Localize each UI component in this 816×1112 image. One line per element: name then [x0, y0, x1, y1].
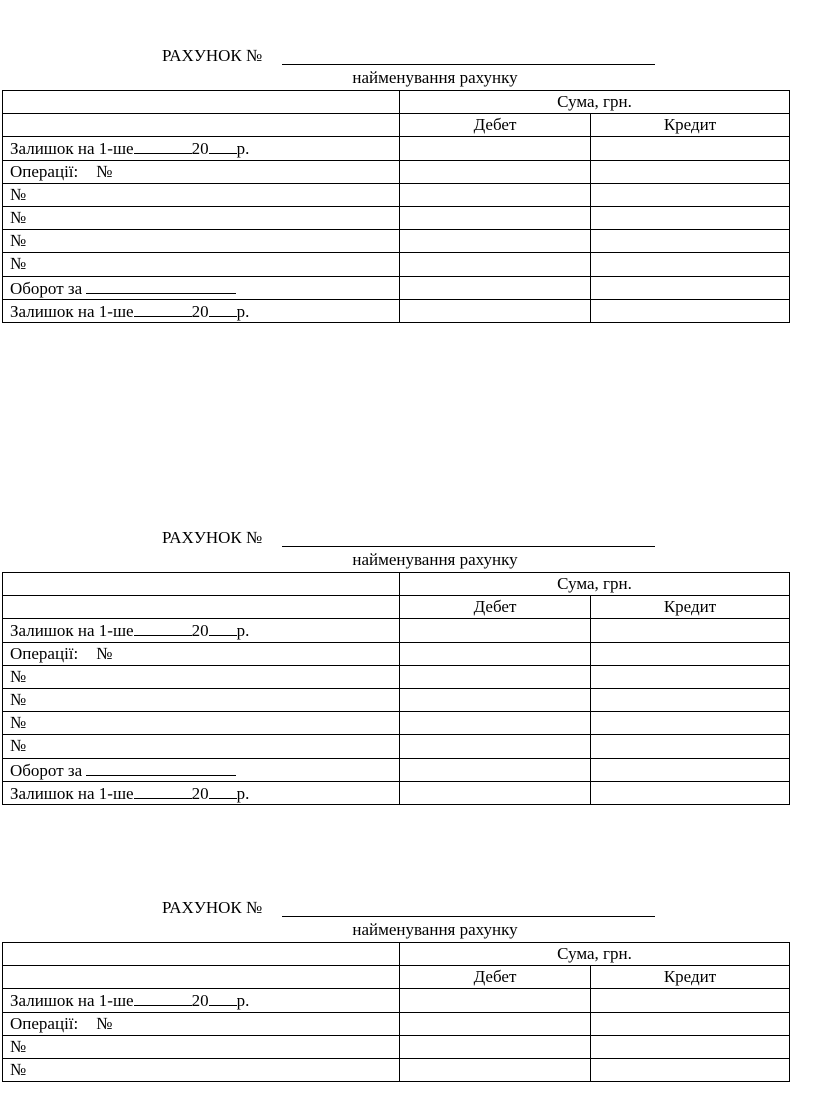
operation-number: №: [3, 1035, 400, 1058]
operations-cell: [3, 642, 400, 665]
credit-cell: [591, 665, 790, 688]
day-blank: [134, 137, 192, 154]
operation-number: №: [3, 735, 400, 758]
operation-number: №: [3, 183, 400, 206]
debit-cell: [400, 276, 591, 299]
table-row: [3, 758, 790, 781]
opening-balance-cell: [3, 137, 400, 160]
day-blank: [134, 782, 192, 799]
account-number-line: [282, 916, 655, 917]
debit-cell: [400, 230, 591, 253]
account-subtitle: найменування рахунку: [352, 920, 518, 939]
table-row: [3, 276, 790, 299]
account-title: РАХУНОК №: [162, 46, 263, 65]
credit-cell: [591, 712, 790, 735]
credit-cell: [591, 160, 790, 183]
year-prefix: 20: [191, 139, 209, 159]
operation-number: №: [3, 253, 400, 276]
table-row: [3, 619, 790, 642]
table-row: [3, 943, 790, 966]
debit-cell: [400, 160, 591, 183]
year-prefix: 20: [191, 621, 209, 641]
year-suffix: р.: [236, 991, 250, 1011]
debit-cell: [400, 688, 591, 711]
debit-cell: [400, 989, 591, 1012]
credit-header: Кредит: [591, 966, 790, 989]
operation-number: №: [3, 688, 400, 711]
operation-number: №: [3, 206, 400, 229]
opening-balance-label: Залишок на 1-ше: [10, 139, 134, 159]
credit-cell: [591, 1035, 790, 1058]
debit-cell: [400, 206, 591, 229]
credit-cell: [591, 299, 790, 322]
credit-cell: [591, 276, 790, 299]
year-blank: [209, 782, 237, 799]
debit-cell: [400, 712, 591, 735]
account-subtitle: найменування рахунку: [352, 550, 518, 569]
debit-cell: [400, 619, 591, 642]
credit-cell: [591, 642, 790, 665]
operations-label: Операції:: [10, 161, 79, 181]
table-row: [3, 253, 790, 276]
debit-cell: [400, 642, 591, 665]
year-suffix: р.: [236, 139, 250, 159]
year-blank: [209, 137, 237, 154]
ledger-table: [2, 942, 790, 1082]
debit-header: Дебет: [400, 114, 591, 137]
table-row: [3, 1035, 790, 1058]
table-row: [3, 642, 790, 665]
account-number-line: [282, 64, 655, 65]
empty-cell: [3, 91, 400, 114]
day-blank: [134, 619, 192, 636]
credit-cell: [591, 206, 790, 229]
table-row: [3, 1058, 790, 1081]
table-row: [3, 781, 790, 804]
opening-balance-cell: [3, 619, 400, 642]
table-row: [3, 665, 790, 688]
period-blank: [86, 277, 236, 294]
operation-number: №: [3, 712, 400, 735]
table-row: [3, 989, 790, 1012]
year-blank: [209, 989, 237, 1006]
credit-cell: [591, 735, 790, 758]
closing-balance-cell: [3, 299, 400, 322]
operations-label: Операції:: [10, 1013, 79, 1033]
debit-cell: [400, 299, 591, 322]
table-row: [3, 966, 790, 989]
day-blank: [134, 300, 192, 317]
closing-balance-label: Залишок на 1-ше: [10, 783, 134, 803]
turnover-label: Оборот за: [10, 760, 83, 780]
year-blank: [209, 619, 237, 636]
operations-cell: [3, 160, 400, 183]
year-suffix: р.: [236, 301, 250, 321]
debit-cell: [400, 1035, 591, 1058]
empty-cell: [3, 114, 400, 137]
credit-cell: [591, 989, 790, 1012]
debit-cell: [400, 758, 591, 781]
table-row: [3, 137, 790, 160]
debit-header: Дебет: [400, 966, 591, 989]
year-prefix: 20: [191, 783, 209, 803]
debit-cell: [400, 781, 591, 804]
debit-header: Дебет: [400, 596, 591, 619]
operations-cell: [3, 1012, 400, 1035]
turnover-cell: [3, 758, 400, 781]
operation-number: №: [96, 1013, 113, 1033]
turnover-cell: [3, 276, 400, 299]
closing-balance-cell: [3, 781, 400, 804]
credit-cell: [591, 253, 790, 276]
credit-header: Кредит: [591, 114, 790, 137]
account-title: РАХУНОК №: [162, 898, 263, 917]
account-number-line: [282, 546, 655, 547]
account-title: РАХУНОК №: [162, 528, 263, 547]
credit-cell: [591, 781, 790, 804]
table-row: [3, 114, 790, 137]
credit-cell: [591, 619, 790, 642]
day-blank: [134, 989, 192, 1006]
period-blank: [86, 759, 236, 776]
operation-number: №: [3, 230, 400, 253]
operation-number: №: [3, 1058, 400, 1081]
table-row: [3, 230, 790, 253]
table-row: [3, 160, 790, 183]
credit-cell: [591, 1012, 790, 1035]
operation-number: №: [96, 161, 113, 181]
year-suffix: р.: [236, 621, 250, 641]
sum-header: Сума, грн.: [400, 943, 790, 966]
table-row: [3, 183, 790, 206]
sum-header: Сума, грн.: [400, 91, 790, 114]
debit-cell: [400, 665, 591, 688]
empty-cell: [3, 943, 400, 966]
empty-cell: [3, 596, 400, 619]
credit-cell: [591, 183, 790, 206]
credit-header: Кредит: [591, 596, 790, 619]
credit-cell: [591, 137, 790, 160]
table-row: [3, 299, 790, 322]
operations-label: Операції:: [10, 643, 79, 663]
account-subtitle: найменування рахунку: [352, 68, 518, 87]
opening-balance-cell: [3, 989, 400, 1012]
ledger-table: [2, 90, 790, 323]
credit-cell: [591, 230, 790, 253]
debit-cell: [400, 183, 591, 206]
table-row: [3, 206, 790, 229]
year-prefix: 20: [191, 301, 209, 321]
table-row: [3, 712, 790, 735]
debit-cell: [400, 1058, 591, 1081]
credit-cell: [591, 1058, 790, 1081]
opening-balance-label: Залишок на 1-ше: [10, 621, 134, 641]
operation-number: №: [96, 643, 113, 663]
table-row: [3, 1012, 790, 1035]
ledger-table: [2, 572, 790, 805]
operation-number: №: [3, 665, 400, 688]
year-prefix: 20: [191, 991, 209, 1011]
debit-cell: [400, 1012, 591, 1035]
debit-cell: [400, 735, 591, 758]
year-suffix: р.: [236, 783, 250, 803]
closing-balance-label: Залишок на 1-ше: [10, 301, 134, 321]
debit-cell: [400, 137, 591, 160]
table-row: [3, 573, 790, 596]
table-row: [3, 596, 790, 619]
turnover-label: Оборот за: [10, 278, 83, 298]
year-blank: [209, 300, 237, 317]
table-row: [3, 688, 790, 711]
empty-cell: [3, 966, 400, 989]
sum-header: Сума, грн.: [400, 573, 790, 596]
table-row: [3, 735, 790, 758]
credit-cell: [591, 688, 790, 711]
opening-balance-label: Залишок на 1-ше: [10, 991, 134, 1011]
debit-cell: [400, 253, 591, 276]
table-row: [3, 91, 790, 114]
credit-cell: [591, 758, 790, 781]
empty-cell: [3, 573, 400, 596]
